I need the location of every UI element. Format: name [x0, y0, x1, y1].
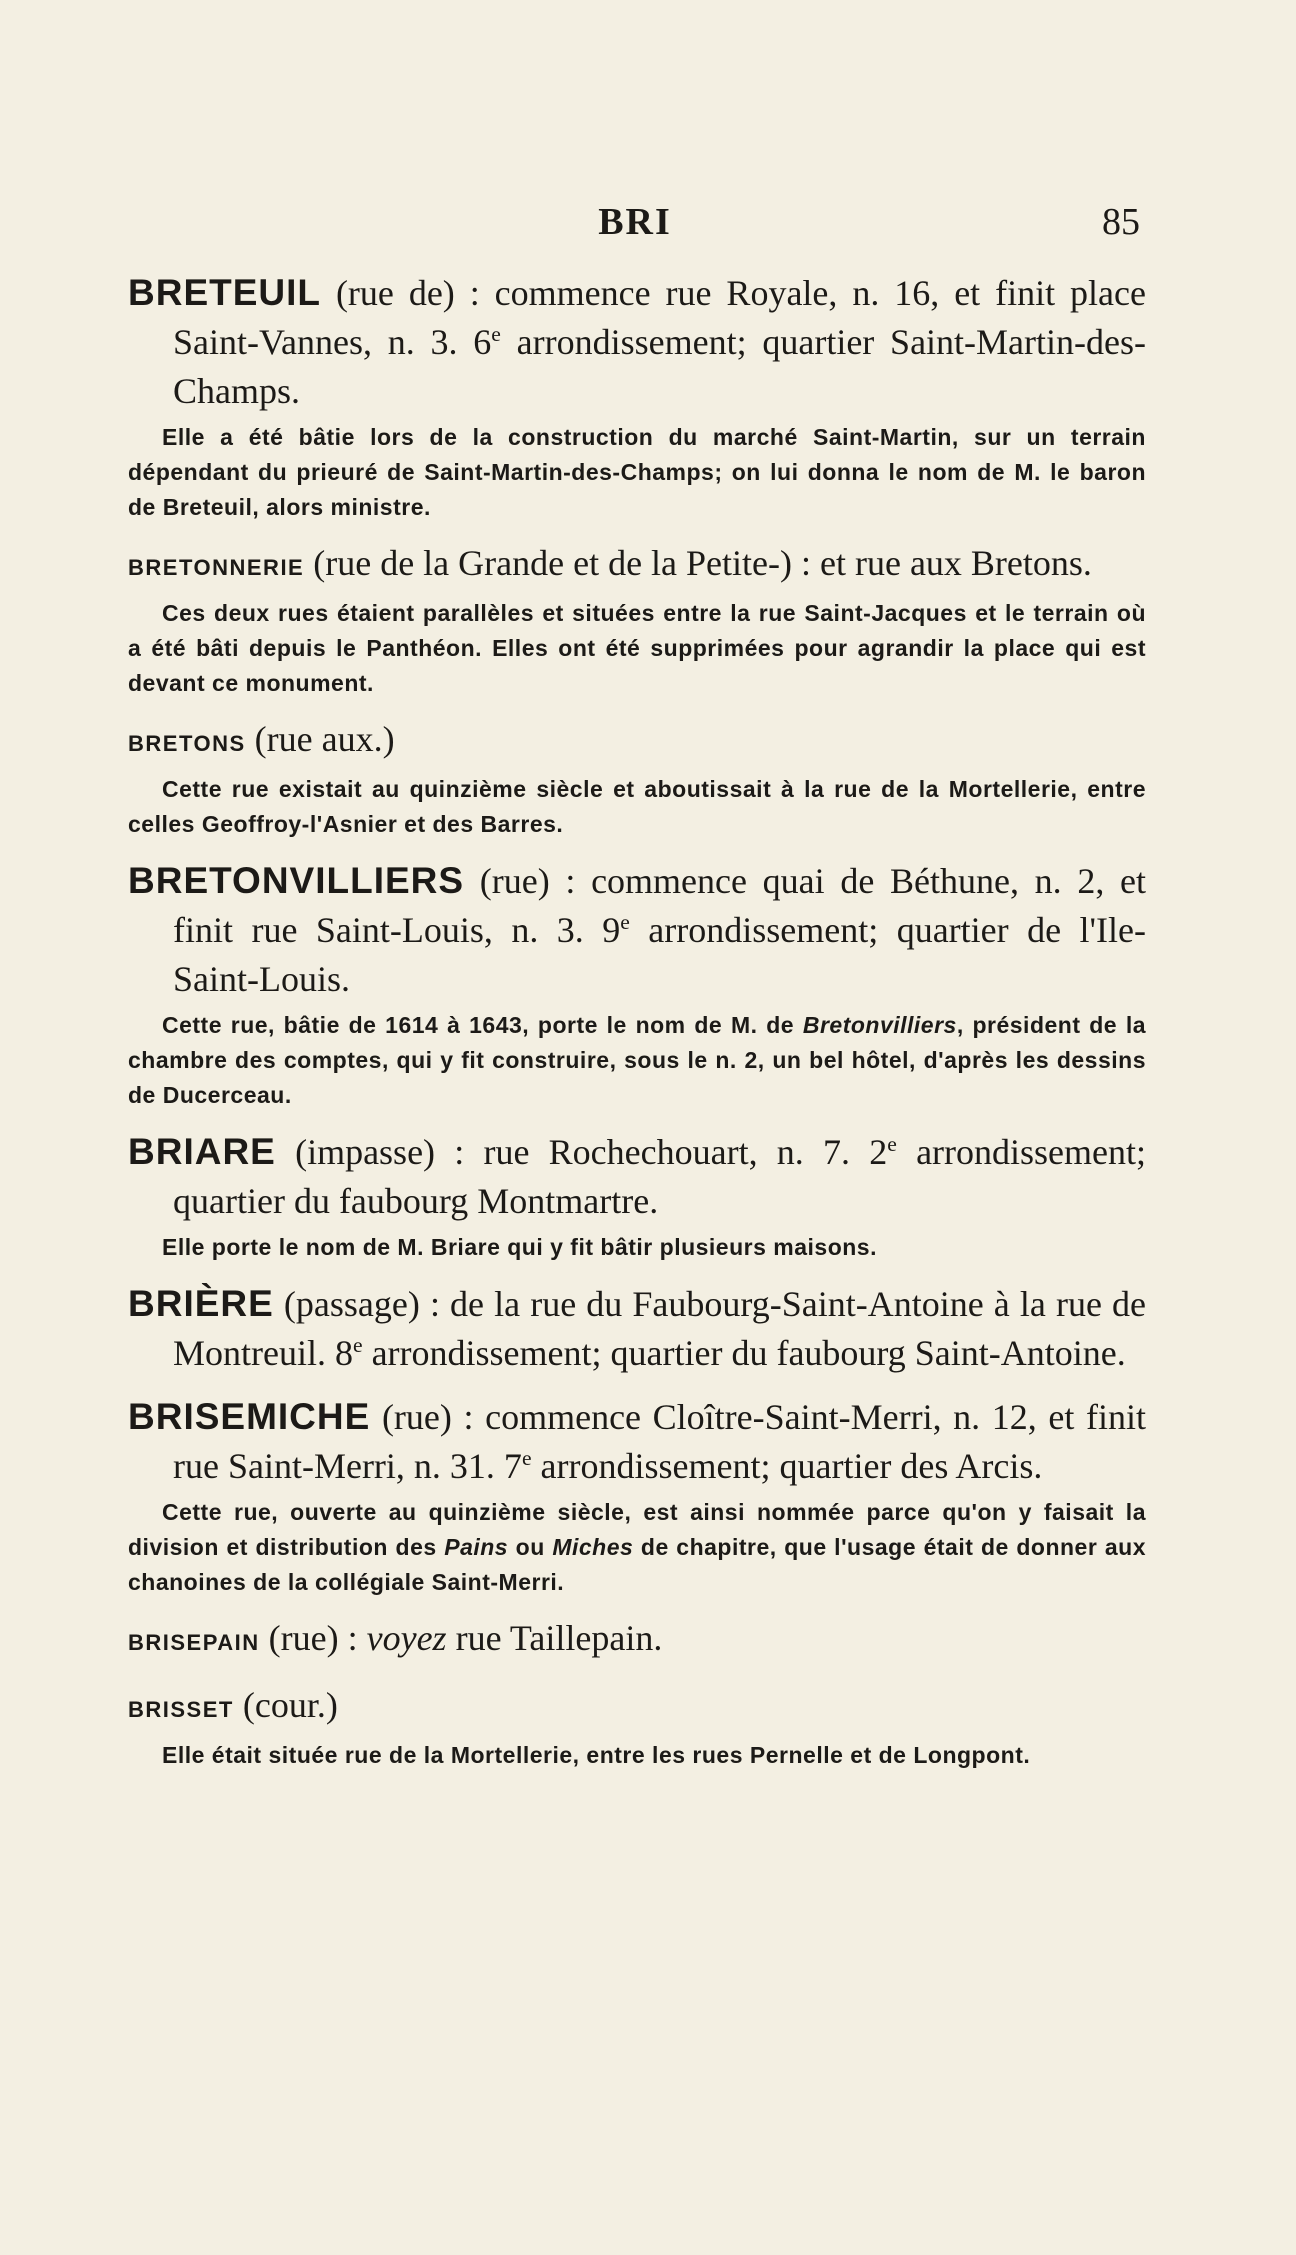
entry-desc-after: arrondissement; quartier des Arcis.	[531, 1446, 1043, 1486]
entry-name: BRETONS	[128, 731, 246, 756]
entry-desc: (rue) : commence Cloître-Saint-Merri, n. 12, et finit rue Saint-Merri, n. 31. 7	[173, 1397, 1146, 1486]
entry-breteuil	[128, 268, 1146, 525]
entry-sup: e	[887, 1132, 897, 1156]
entry-note: Ces deux rues étaient parallèles et situées entre la rue Saint-Jacques et le terrain où a été bâti depuis le Panthéon. Elles ont été supprimées pour agrandir la place qui est devant ce monument.	[128, 600, 1146, 696]
entry-brisepain	[128, 1614, 1146, 1667]
entry-briare	[128, 1127, 1146, 1265]
entry-note: Elle était située rue de la Mortellerie, entre les rues Pernelle et de Longpont.	[162, 1742, 1031, 1768]
note-italic: Pains	[444, 1534, 509, 1560]
entry-bretonvilliers	[128, 856, 1146, 1113]
entry-desc: (rue de la Grande et de la Petite-) : et rue aux Bretons.	[313, 543, 1092, 583]
entry-brisset	[128, 1681, 1146, 1773]
entry-brisemiche	[128, 1392, 1146, 1600]
entry-note: Cette rue existait au quinzième siècle et aboutissait à la rue de la Mortellerie, entre celles Geoffroy-l'Asnier et des Barres.	[128, 776, 1146, 837]
entry-desc: (impasse) : rue Rochechouart, n. 7. 2	[295, 1132, 888, 1172]
entry-name: BRETONNERIE	[128, 555, 305, 580]
note-text: Cette rue, bâtie de 1614 à 1643, porte le nom de M. de	[162, 1012, 803, 1038]
page-number: 85	[1102, 201, 1140, 243]
entry-desc-after: rue Taillepain.	[446, 1618, 663, 1658]
note-text: de chapitre, que l'usage était de donner aux chanoines de la collégiale Saint-Merri.	[128, 1534, 1146, 1595]
entry-desc: (rue) :	[268, 1618, 367, 1658]
entry-note	[128, 1008, 1146, 1113]
entry-sup: e	[521, 1446, 532, 1470]
entry-note: Elle porte le nom de M. Briare qui y fit bâtir plusieurs maisons.	[162, 1234, 877, 1260]
entry-sup: e	[491, 322, 501, 346]
entry-desc-after: arrondissement; quartier du faubourg Montmartre.	[173, 1132, 1147, 1221]
entry-desc: (passage) : de la rue du Faubourg-Saint-Antoine à la rue de Montreuil. 8	[173, 1284, 1147, 1373]
note-italic: Bretonvilliers	[802, 1012, 957, 1038]
entry-name: BRISEMICHE	[128, 1396, 371, 1437]
entry-name: BRIÈRE	[128, 1283, 274, 1324]
entry-desc: (cour.)	[242, 1685, 338, 1725]
entry-name: BRETEUIL	[128, 272, 321, 313]
entry-desc-after: arrondissement; quartier de l'Ile-Saint-Louis.	[173, 910, 1146, 999]
entry-name: BRETONVILLIERS	[128, 860, 465, 901]
entry-desc-italic: voyez	[366, 1618, 447, 1658]
entry-desc: (rue de) : commence rue Royale, n. 16, et finit place Saint-Vannes, n. 3. 6	[173, 273, 1146, 362]
note-text: Cette rue, ouverte au quinzième siècle, est ainsi nommée parce qu'on y faisait la division et distribution des	[128, 1499, 1146, 1560]
note-italic: Miches	[552, 1534, 634, 1560]
entry-name: BRISSET	[128, 1697, 234, 1722]
entry-name: BRISEPAIN	[128, 1630, 260, 1655]
entry-desc: (rue) : commence quai de Béthune, n. 2, et finit rue Saint-Louis, n. 3. 9	[173, 861, 1146, 950]
entries-list	[128, 268, 1146, 1787]
entry-briere	[128, 1279, 1146, 1378]
entry-name: BRIARE	[128, 1131, 276, 1172]
running-header	[130, 200, 1140, 250]
note-text: ou	[508, 1534, 553, 1560]
note-text: , président de la chambre des comptes, qui y fit construire, sous le n. 2, un bel hôtel, d'après les dessins de Ducerceau.	[128, 1012, 1147, 1108]
entry-desc-after: arrondissement; quartier Saint-Martin-des-Champs.	[173, 322, 1146, 411]
entry-sup: e	[352, 1333, 363, 1357]
entry-note: Elle a été bâtie lors de la construction du marché Saint-Martin, sur un terrain dépendant du prieuré de Saint-Martin-des-Champs; on lui donna le nom de M. le baron de Breteuil, alors ministre.	[128, 424, 1146, 520]
entry-desc-after: arrondissement; quartier du faubourg Saint-Antoine.	[362, 1333, 1126, 1373]
entry-desc: (rue aux.)	[254, 719, 395, 759]
running-head-title: BRI	[598, 201, 672, 243]
entry-bretonnerie	[128, 539, 1146, 701]
entry-note	[128, 1495, 1146, 1600]
entry-sup: e	[620, 910, 630, 934]
entry-bretons	[128, 715, 1146, 842]
